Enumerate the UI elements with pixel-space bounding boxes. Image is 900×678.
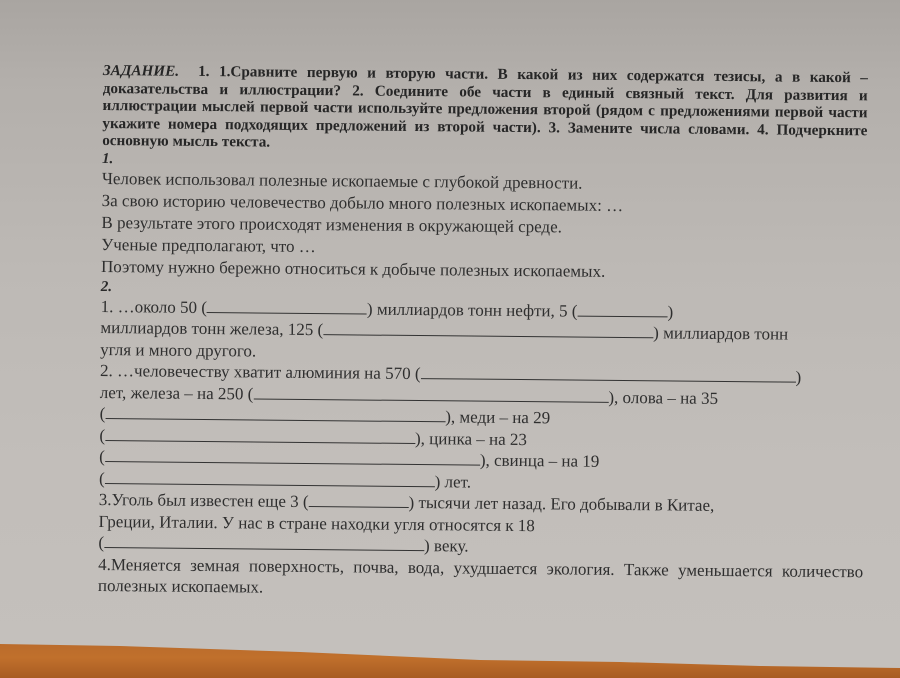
answer-blank[interactable] — [105, 448, 480, 467]
item3-text: ) тысячи лет назад. Его добывали в Китае, — [408, 493, 715, 516]
answer-blank[interactable] — [105, 469, 435, 487]
item2-text: ) — [795, 368, 802, 388]
part2-number: 2. — [100, 278, 113, 296]
item4-text: 4.Меняется земная поверхность, почва, вода, ухудшается экология. Также уменьшается количество полезных ископаемых. — [97, 554, 864, 598]
part1-sentence: Человек использовал полезные ископаемые с глубокой древности. — [101, 168, 583, 193]
item2-text: ), цинка – на 23 — [414, 428, 528, 450]
item2-text: ), олова – на 35 — [608, 387, 719, 408]
item2-text: 2. …человечеству хватит алюминия на 570 ( — [99, 361, 421, 384]
answer-blank[interactable] — [577, 302, 667, 318]
item1-text: миллиардов тонн железа, 125 ( — [100, 318, 324, 340]
answer-blank[interactable] — [309, 492, 409, 508]
item2-text: ), меди – на 29 — [445, 407, 551, 428]
item1-text: ) миллиардов тонн нефти, 5 ( — [366, 299, 578, 321]
answer-blank[interactable] — [105, 405, 445, 423]
part2-text — [98, 296, 866, 604]
item2-text: ( — [98, 468, 105, 489]
item1-text: ) миллиардов тонн — [653, 323, 789, 345]
item2-text: ( — [99, 425, 106, 446]
part1-text — [101, 168, 867, 285]
part1-sentence: В результате этого происходят изменения в окружающей среде. — [101, 212, 563, 237]
part1-number: 1. — [101, 150, 114, 168]
part1-sentence: За свою историю человечество добыло много полезных ископаемых: … — [101, 190, 624, 215]
answer-blank[interactable] — [207, 298, 367, 315]
answer-blank[interactable] — [420, 365, 795, 384]
item2-text: ) лет. — [434, 472, 472, 492]
part1-sentence: Ученые предполагают, что … — [101, 234, 316, 257]
task-label: ЗАДАНИЕ. — [102, 62, 180, 80]
item3-text: 3.Уголь был известен еще 3 ( — [98, 490, 309, 512]
item2-text: ( — [99, 447, 105, 467]
item1-text: 1. …около 50 ( — [100, 296, 208, 317]
item2-text: лет, железа – на 250 ( — [99, 382, 254, 404]
item2-text: ( — [99, 404, 106, 424]
task-instructions — [102, 62, 868, 157]
answer-blank[interactable] — [253, 384, 608, 402]
answer-blank[interactable] — [105, 426, 415, 444]
item1-text: ) — [667, 302, 674, 322]
worksheet-content — [98, 62, 868, 604]
item2-text: ), свинца – на 19 — [479, 451, 600, 472]
item3-text: ) веку. — [423, 536, 469, 556]
item1-line3: угля и много другого. — [100, 339, 257, 361]
task-text: 1. 1.Сравните первую и вторую части. В какой из них содержатся тезисы, а в какой – доказательства и иллюстрации? 2. Соедините обе части в единый связный текст. Для развития и иллюстрации мыслей первой части используйте предложения второй (рядом с предложениями первой части укажите номера подходящих предложений из второй части). 3. Замените числа словами. 4. Подчеркните основную мысль текста. — [102, 62, 868, 151]
answer-blank[interactable] — [323, 321, 653, 339]
item3-text: ( — [98, 533, 105, 553]
part1-sentence: Поэтому нужно бережно относиться к добыче полезных ископаемых. — [100, 256, 606, 281]
answer-blank[interactable] — [104, 534, 424, 552]
item3-line2: Греции, Италии. У нас в стране находки угля относятся к 18 — [98, 511, 535, 536]
